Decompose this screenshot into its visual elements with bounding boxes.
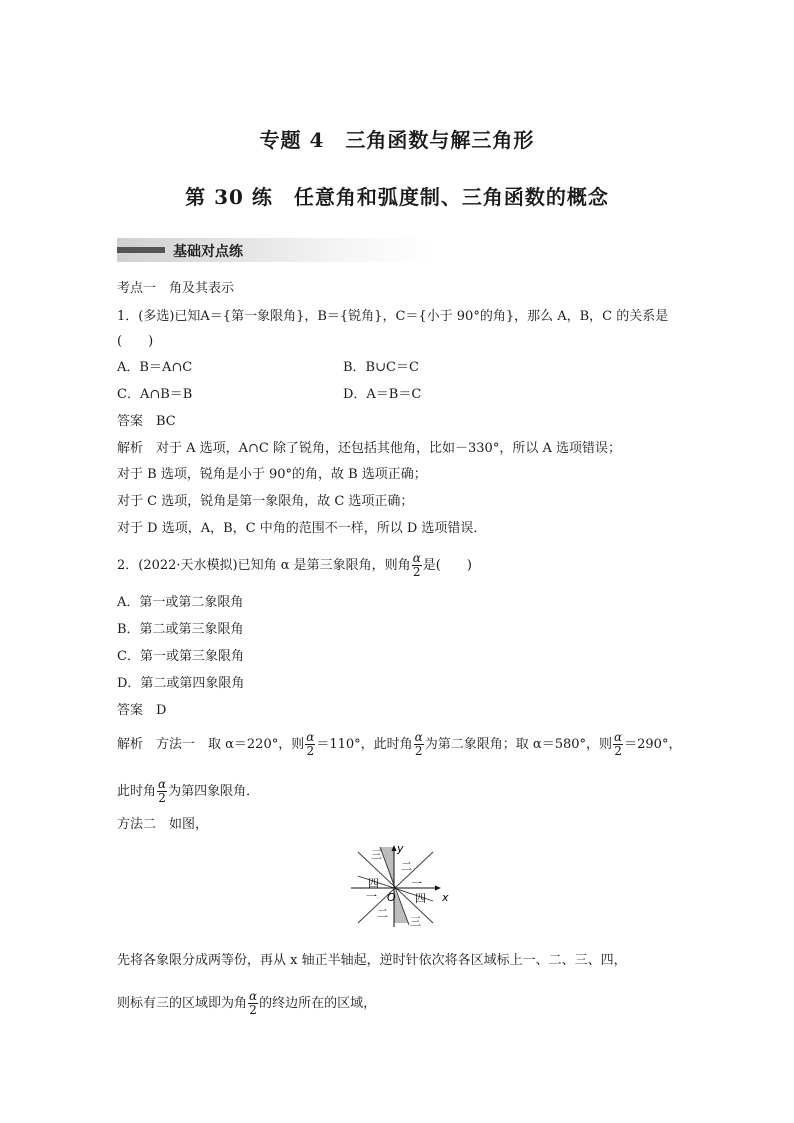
text-run: 此时角 [117, 784, 157, 799]
q2-method-one [117, 731, 681, 758]
region-label: 四 [415, 892, 426, 905]
q1-analysis-line: 解析 对于 A 选项，A∩C 除了锐角，还包括其他角，比如－330°，所以 A 选项错误； [117, 441, 621, 456]
fraction-numerator: α [412, 551, 421, 565]
region-label: 四 [368, 877, 379, 890]
text-run: 的终边所在的区域， [259, 996, 377, 1011]
fraction-denominator: 2 [414, 744, 423, 758]
fraction-numerator: α [249, 989, 258, 1003]
q2-option-c: C．第一或第三象限角 [117, 649, 244, 664]
q1-paren: ( ) [117, 334, 154, 349]
q1-option-d: D．A＝B＝C [343, 387, 422, 402]
section-bar-label: 基础对点练 [173, 244, 243, 260]
q2-option-d: D．第二或第四象限角 [117, 676, 245, 691]
q1-option-a: A．B＝A∩C [117, 360, 193, 375]
text-run: 为第二象限角；取 α＝580°，则 [424, 737, 613, 752]
q1-stem: 1．(多选)已知A＝{第一象限角}，B＝{锐角}，C＝{小于 90°的角}，那么 A，B，C 的关系是 [117, 309, 669, 324]
origin-label: O [387, 891, 396, 904]
text-run: ＝290°， [624, 737, 682, 752]
text-run: ＝110°，此时角 [316, 737, 413, 752]
fraction-numerator: α [158, 777, 167, 791]
fraction-denominator: 2 [614, 744, 622, 758]
q2-conclusion-line-2 [117, 990, 376, 1017]
q1-analysis-line: 对于 D 选项，A，B，C 中角的范围不一样，所以 D 选项错误． [117, 521, 487, 536]
q1-analysis-line: 对于 C 选项，锐角是第一象限角，故 C 选项正确； [117, 494, 414, 509]
fraction-denominator: 2 [158, 791, 166, 805]
q2-stem [117, 552, 472, 579]
alpha-half-fraction [414, 731, 424, 758]
knowledge-point-heading: 考点一 角及其表示 [117, 281, 235, 296]
region-label: 二 [377, 907, 388, 920]
q1-option-b: B．B∪C＝C [343, 360, 419, 375]
section-bar-marker [117, 247, 165, 253]
section-bar [117, 238, 431, 262]
region-label: 二 [401, 860, 412, 873]
q1-analysis-line: 对于 B 选项，锐角是小于 90°的角，故 B 选项正确； [117, 467, 427, 482]
text-run: 解析 方法一 取 α＝220°，则 [117, 737, 305, 752]
alpha-half-fraction [305, 731, 315, 758]
text-run: 为第四象限角． [168, 784, 260, 799]
topic-title: 专题 4 三角函数与解三角形 [259, 128, 535, 152]
text-run: 则标有三的区域即为角 [117, 996, 248, 1011]
region-label: 三 [410, 915, 421, 928]
x-axis-label: x [442, 891, 449, 904]
q2-stem-tail: 是( ) [422, 558, 472, 573]
region-label: 一 [366, 890, 377, 903]
q2-conclusion-line: 先将各象限分成两等份，再从 x 轴正半轴起，逆时针依次将各区域标上一、二、三、四， [117, 953, 627, 968]
fraction-numerator: α [614, 730, 623, 744]
alpha-half-fraction [412, 552, 422, 579]
region-label: 一 [411, 877, 422, 890]
q2-method-two: 方法二 如图， [117, 817, 209, 832]
q1-option-c: C．A∩B＝B [117, 387, 193, 402]
q2-option-b: B．第二或第三象限角 [117, 622, 244, 637]
fraction-denominator: 2 [249, 1003, 257, 1017]
exercise-title: 第 30 练 任意角和弧度制、三角函数的概念 [185, 185, 609, 209]
fraction-numerator: α [306, 730, 315, 744]
fraction-denominator: 2 [306, 744, 315, 758]
q2-stem-text: 2．(2022·天水模拟)已知角 α 是第三象限角，则角 [117, 558, 411, 573]
alpha-half-fraction [157, 778, 167, 805]
fraction-numerator: α [414, 730, 423, 744]
q2-answer: 答案 D [117, 703, 167, 718]
q2-method-one-cont [117, 778, 259, 805]
x-axis-arrow-icon [435, 886, 441, 891]
region-label: 三 [371, 848, 382, 861]
q1-answer: 答案 BC [117, 414, 176, 429]
alpha-half-fraction [613, 731, 623, 758]
fraction-denominator: 2 [412, 565, 421, 579]
quadrant-diagram [349, 843, 449, 929]
y-axis-label: y [397, 843, 404, 855]
alpha-half-fraction [248, 990, 258, 1017]
q2-option-a: A．第一或第二象限角 [117, 595, 244, 610]
